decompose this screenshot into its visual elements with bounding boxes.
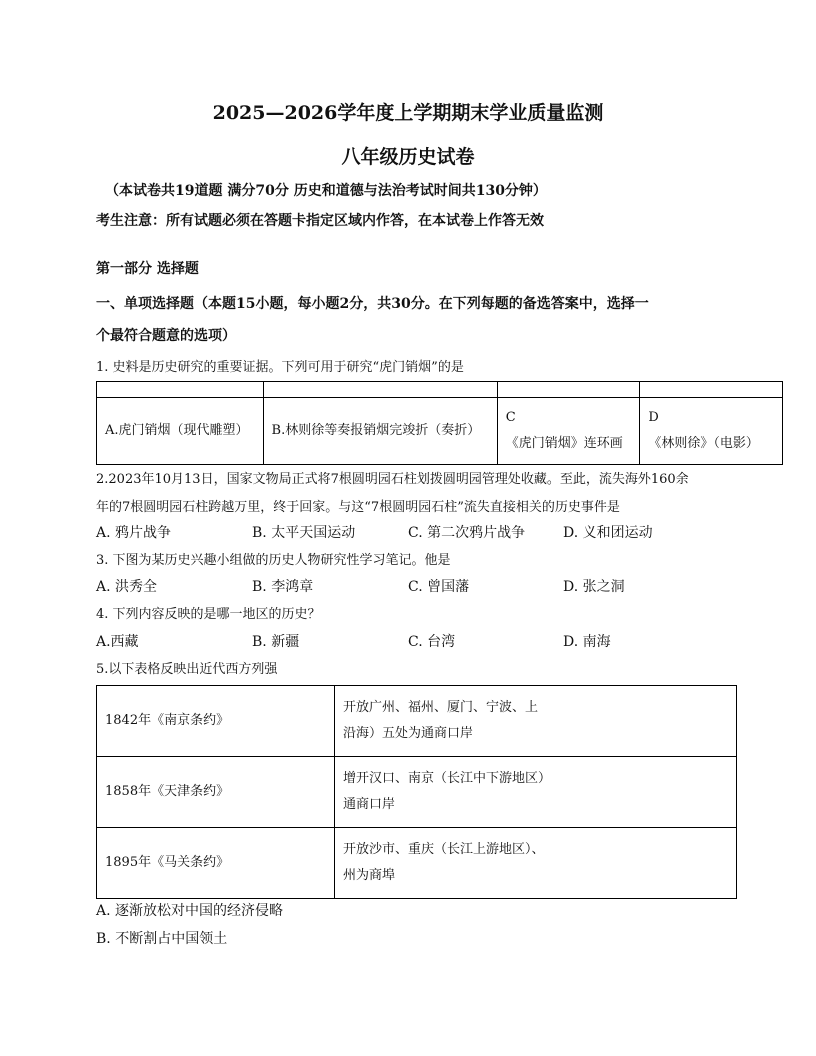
section-instructions-line1: 一、单项选择题（本题15小题，每小题2分，共30分。在下列每题的备选答案中，选择一 (96, 296, 649, 312)
treaty-terms-line1: 开放广州、福州、厦门、宁波、上 (343, 700, 539, 715)
q3-option-c: C. 曾国藩 (408, 579, 470, 595)
exam-subtitle: 八年级历史试卷 (341, 146, 475, 168)
q1-image-cell-d (640, 382, 783, 398)
treaty-terms-line2: 通商口岸 (343, 797, 396, 812)
q1-image-cell-a (97, 382, 264, 398)
q1-options-table (96, 381, 783, 465)
q1-option-c (497, 398, 640, 465)
q5-option-b: B. 不断割占中国领土 (96, 931, 228, 947)
q2-stem-line2: 年的7根圆明园石柱跨越万里，终于回家。与这“7根圆明园石柱”流失直接相关的历史事件是 (96, 500, 620, 515)
q2-stem-line1: 2.2023年10月13日，国家文物局正式将7根圆明园石柱划拨圆明园管理处收藏。至此，流失海外160余 (96, 472, 689, 487)
treaty-terms-line1: 开放沙市、重庆（长江上游地区）、 (343, 842, 545, 857)
treaty-name-cell (97, 757, 335, 828)
q1-image-cell-b (263, 382, 497, 398)
q1-stem: 1. 史料是历史研究的重要证据。下列可用于研究“虎门销烟”的是 (96, 360, 464, 375)
treaty-terms-line2: 州为商埠 (343, 868, 396, 883)
q4-stem: 4. 下列内容反映的是哪一地区的历史？ (96, 607, 321, 622)
q1-option-a (97, 398, 264, 465)
treaty-name-cell (97, 828, 335, 899)
q4-option-b: B. 新疆 (252, 634, 300, 650)
q4-option-c: C. 台湾 (408, 634, 456, 650)
treaty-terms-cell (335, 828, 737, 899)
q1-image-cell-c (497, 382, 640, 398)
q5-stem: 5.以下表格反映出近代西方列强 (96, 662, 278, 677)
treaty-terms-line1: 增开汉口、南京（长江中下游地区） (343, 771, 552, 786)
section-instructions-line2: 个最符合题意的选项） (96, 328, 236, 344)
q4-option-d: D. 南海 (563, 634, 611, 650)
q2-option-c: C. 第二次鸦片战争 (408, 525, 526, 541)
treaty-name-cell (97, 686, 335, 757)
treaty-name: 1842年《南京条约》 (105, 713, 230, 728)
q3-option-d: D. 张之洞 (563, 579, 625, 595)
section-part-title: 第一部分 选择题 (96, 261, 199, 277)
table-row (97, 757, 737, 828)
q1-option-d-letter: D (648, 410, 659, 425)
q5-option-a: A. 逐渐放松对中国的经济侵略 (96, 903, 284, 919)
q1-option-d-text: 《林则徐》（电影） (648, 436, 759, 451)
q2-option-a: A. 鸦片战争 (96, 525, 172, 541)
exam-warning: 考生注意：所有试题必须在答题卡指定区域内作答，在本试卷上作答无效 (96, 213, 544, 229)
q5-treaty-table (96, 685, 737, 899)
q1-option-b-text: B.林则徐等奏报销烟完竣折（奏折） (271, 423, 481, 438)
treaty-terms-line2: 沿海）五处为通商口岸 (343, 726, 474, 741)
q2-option-d: D. 义和团运动 (563, 525, 653, 541)
treaty-terms-cell (335, 686, 737, 757)
table-row (97, 828, 737, 899)
q4-option-a: A.西藏 (96, 634, 139, 650)
q1-option-c-text: 《虎门销烟》连环画 (505, 436, 623, 451)
q1-option-d (640, 398, 783, 465)
q1-option-a-text: A.虎门销烟（现代雕塑） (105, 423, 249, 438)
treaty-terms-cell (335, 757, 737, 828)
treaty-name: 1858年《天津条约》 (105, 784, 230, 799)
q1-option-b (263, 398, 497, 465)
exam-title: 2025—2026学年度上学期期末学业质量监测 (212, 102, 604, 124)
q3-stem: 3. 下图为某历史兴趣小组做的历史人物研究性学习笔记。他是 (96, 553, 451, 568)
q2-option-b: B. 太平天国运动 (252, 525, 356, 541)
q1-option-c-letter: C (505, 410, 516, 425)
exam-note: （本试卷共19道题 满分70分 历史和道德与法治考试时间共130分钟） (105, 183, 547, 199)
treaty-name: 1895年《马关条约》 (105, 855, 230, 870)
q3-option-a: A. 洪秀全 (96, 579, 158, 595)
q3-option-b: B. 李鸿章 (252, 579, 314, 595)
table-row (97, 686, 737, 757)
